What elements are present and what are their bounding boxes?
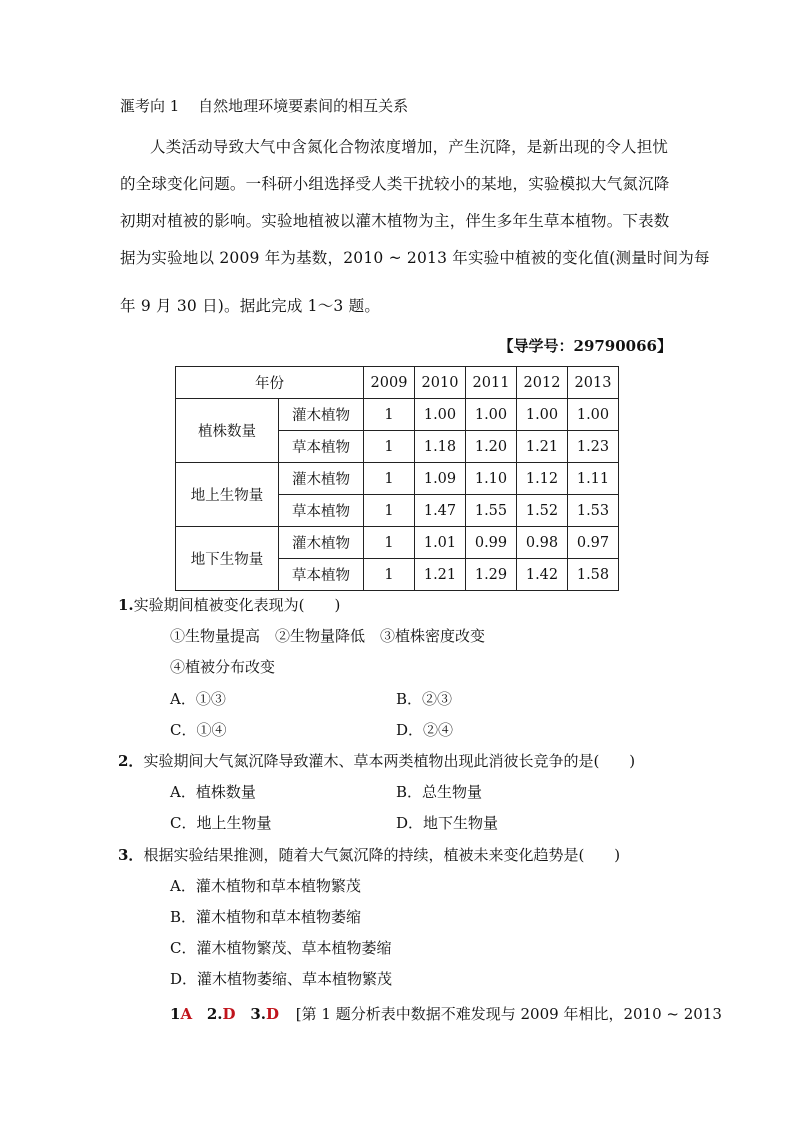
question-stem: 根据实验结果推测，随着大气氮沉降的持续，植被未来变化趋势是( ): [143, 846, 621, 864]
option-a: A．植株数量: [170, 783, 256, 801]
option-d: D．②④: [396, 721, 454, 739]
option-b: B．②③: [396, 690, 453, 708]
passage-line-5: 年 9 月 30 日)。据此完成 1～3 题。: [120, 297, 381, 315]
section-number: 滙考向 1: [120, 97, 180, 115]
table-cell: 1.21: [517, 431, 568, 463]
table-cell: 1: [364, 431, 415, 463]
plant-type-label: 灌木植物: [279, 463, 364, 495]
table-cell: 0.99: [466, 527, 517, 559]
table-cell: 0.97: [568, 527, 619, 559]
section-title: 自然地理环境要素间的相互关系: [198, 97, 409, 115]
table-cell: 1.00: [466, 399, 517, 431]
question-number: 2．: [118, 752, 144, 770]
table-cell: 1.42: [517, 559, 568, 591]
table-cell: 1: [364, 463, 415, 495]
table-cell: 1.09: [415, 463, 466, 495]
table-cell: 1.12: [517, 463, 568, 495]
answer-1: A: [180, 1005, 193, 1023]
passage-line-2: 的全球变化问题。一科研小组选择受人类干扰较小的某地，实验模拟大气氮沉降: [120, 175, 670, 193]
table-cell: 1.00: [415, 399, 466, 431]
passage-line-4: 据为实验地以 2009 年为基数，2010 ~ 2013 年实验中植被的变化值(测量时间为每: [120, 249, 710, 267]
plant-type-label: 灌木植物: [279, 399, 364, 431]
table-cell: 1.58: [568, 559, 619, 591]
option-c: C．①④: [170, 721, 227, 739]
table-cell: 0.98: [517, 527, 568, 559]
reference-number: 【导学号：29790066】: [498, 337, 672, 355]
vegetation-change-table: [175, 366, 619, 591]
table-row: [176, 463, 619, 495]
section-heading: [120, 96, 408, 116]
year-header: 2011: [466, 367, 517, 399]
option-a: A．①③: [170, 690, 226, 708]
table-cell: 1.52: [517, 495, 568, 527]
group-label: 植株数量: [176, 399, 279, 463]
answer-3-number: 3.: [250, 1005, 266, 1023]
table-cell: 1: [364, 559, 415, 591]
question-1-items-line-1: ①生物量提高 ②生物量降低 ③植株密度改变: [170, 627, 486, 645]
table-header-year-label: 年份: [176, 367, 364, 399]
table-cell: 1.00: [517, 399, 568, 431]
passage-line-1: 人类活动导致大气中含氮化合物浓度增加，产生沉降，是新出现的令人担忧: [150, 138, 669, 156]
option-b: B．灌木植物和草本植物萎缩: [170, 908, 362, 926]
table-cell: 1.18: [415, 431, 466, 463]
table-cell: 1.47: [415, 495, 466, 527]
option-b: B．总生物量: [396, 783, 483, 801]
year-header: 2012: [517, 367, 568, 399]
table-cell: 1.10: [466, 463, 517, 495]
table-cell: 1: [364, 399, 415, 431]
table-row: [176, 527, 619, 559]
year-header: 2013: [568, 367, 619, 399]
table-cell: 1.21: [415, 559, 466, 591]
table-cell: 1.53: [568, 495, 619, 527]
table-cell: 1.20: [466, 431, 517, 463]
question-stem: 实验期间植被变化表现为( ): [133, 596, 341, 614]
question-number: 3．: [118, 846, 144, 864]
year-header: 2009: [364, 367, 415, 399]
answer-2: D: [222, 1005, 236, 1023]
table-cell: 1.55: [466, 495, 517, 527]
option-c: C．地上生物量: [170, 814, 272, 832]
question-3: [118, 845, 620, 865]
table-cell: 1: [364, 527, 415, 559]
question-1-items-line-2: ④植被分布改变: [170, 658, 276, 676]
group-label: 地下生物量: [176, 527, 279, 591]
option-a: A．灌木植物和草本植物繁茂: [170, 877, 361, 895]
plant-type-label: 草本植物: [279, 431, 364, 463]
question-number: 1.: [118, 596, 134, 614]
group-label: 地上生物量: [176, 463, 279, 527]
table-cell: 1.00: [568, 399, 619, 431]
passage-line-3: 初期对植被的影响。实验地植被以灌木植物为主，伴生多年生草本植物。下表数: [120, 212, 670, 230]
year-header: 2010: [415, 367, 466, 399]
answer-explanation: [第 1 题分析表中数据不难发现与 2009 年相比，2010 ~ 2013: [295, 1005, 722, 1023]
answer-1-number: 1: [170, 1005, 181, 1023]
option-d: D．灌木植物萎缩、草本植物繁茂: [170, 970, 393, 988]
answer-2-number: 2.: [206, 1005, 223, 1023]
plant-type-label: 灌木植物: [279, 527, 364, 559]
answer-line: [170, 1003, 722, 1024]
table-row: [176, 399, 619, 431]
answer-3: D: [266, 1005, 280, 1023]
table-cell: 1.23: [568, 431, 619, 463]
option-c: C．灌木植物繁茂、草本植物萎缩: [170, 939, 392, 957]
question-stem: 实验期间大气氮沉降导致灌木、草本两类植物出现此消彼长竞争的是( ): [143, 752, 636, 770]
plant-type-label: 草本植物: [279, 559, 364, 591]
table-header-row: [176, 367, 619, 399]
table-cell: 1.11: [568, 463, 619, 495]
table-cell: 1.29: [466, 559, 517, 591]
question-1: [118, 595, 340, 615]
plant-type-label: 草本植物: [279, 495, 364, 527]
option-d: D．地下生物量: [396, 814, 499, 832]
question-2: [118, 751, 635, 771]
table-cell: 1.01: [415, 527, 466, 559]
table-cell: 1: [364, 495, 415, 527]
